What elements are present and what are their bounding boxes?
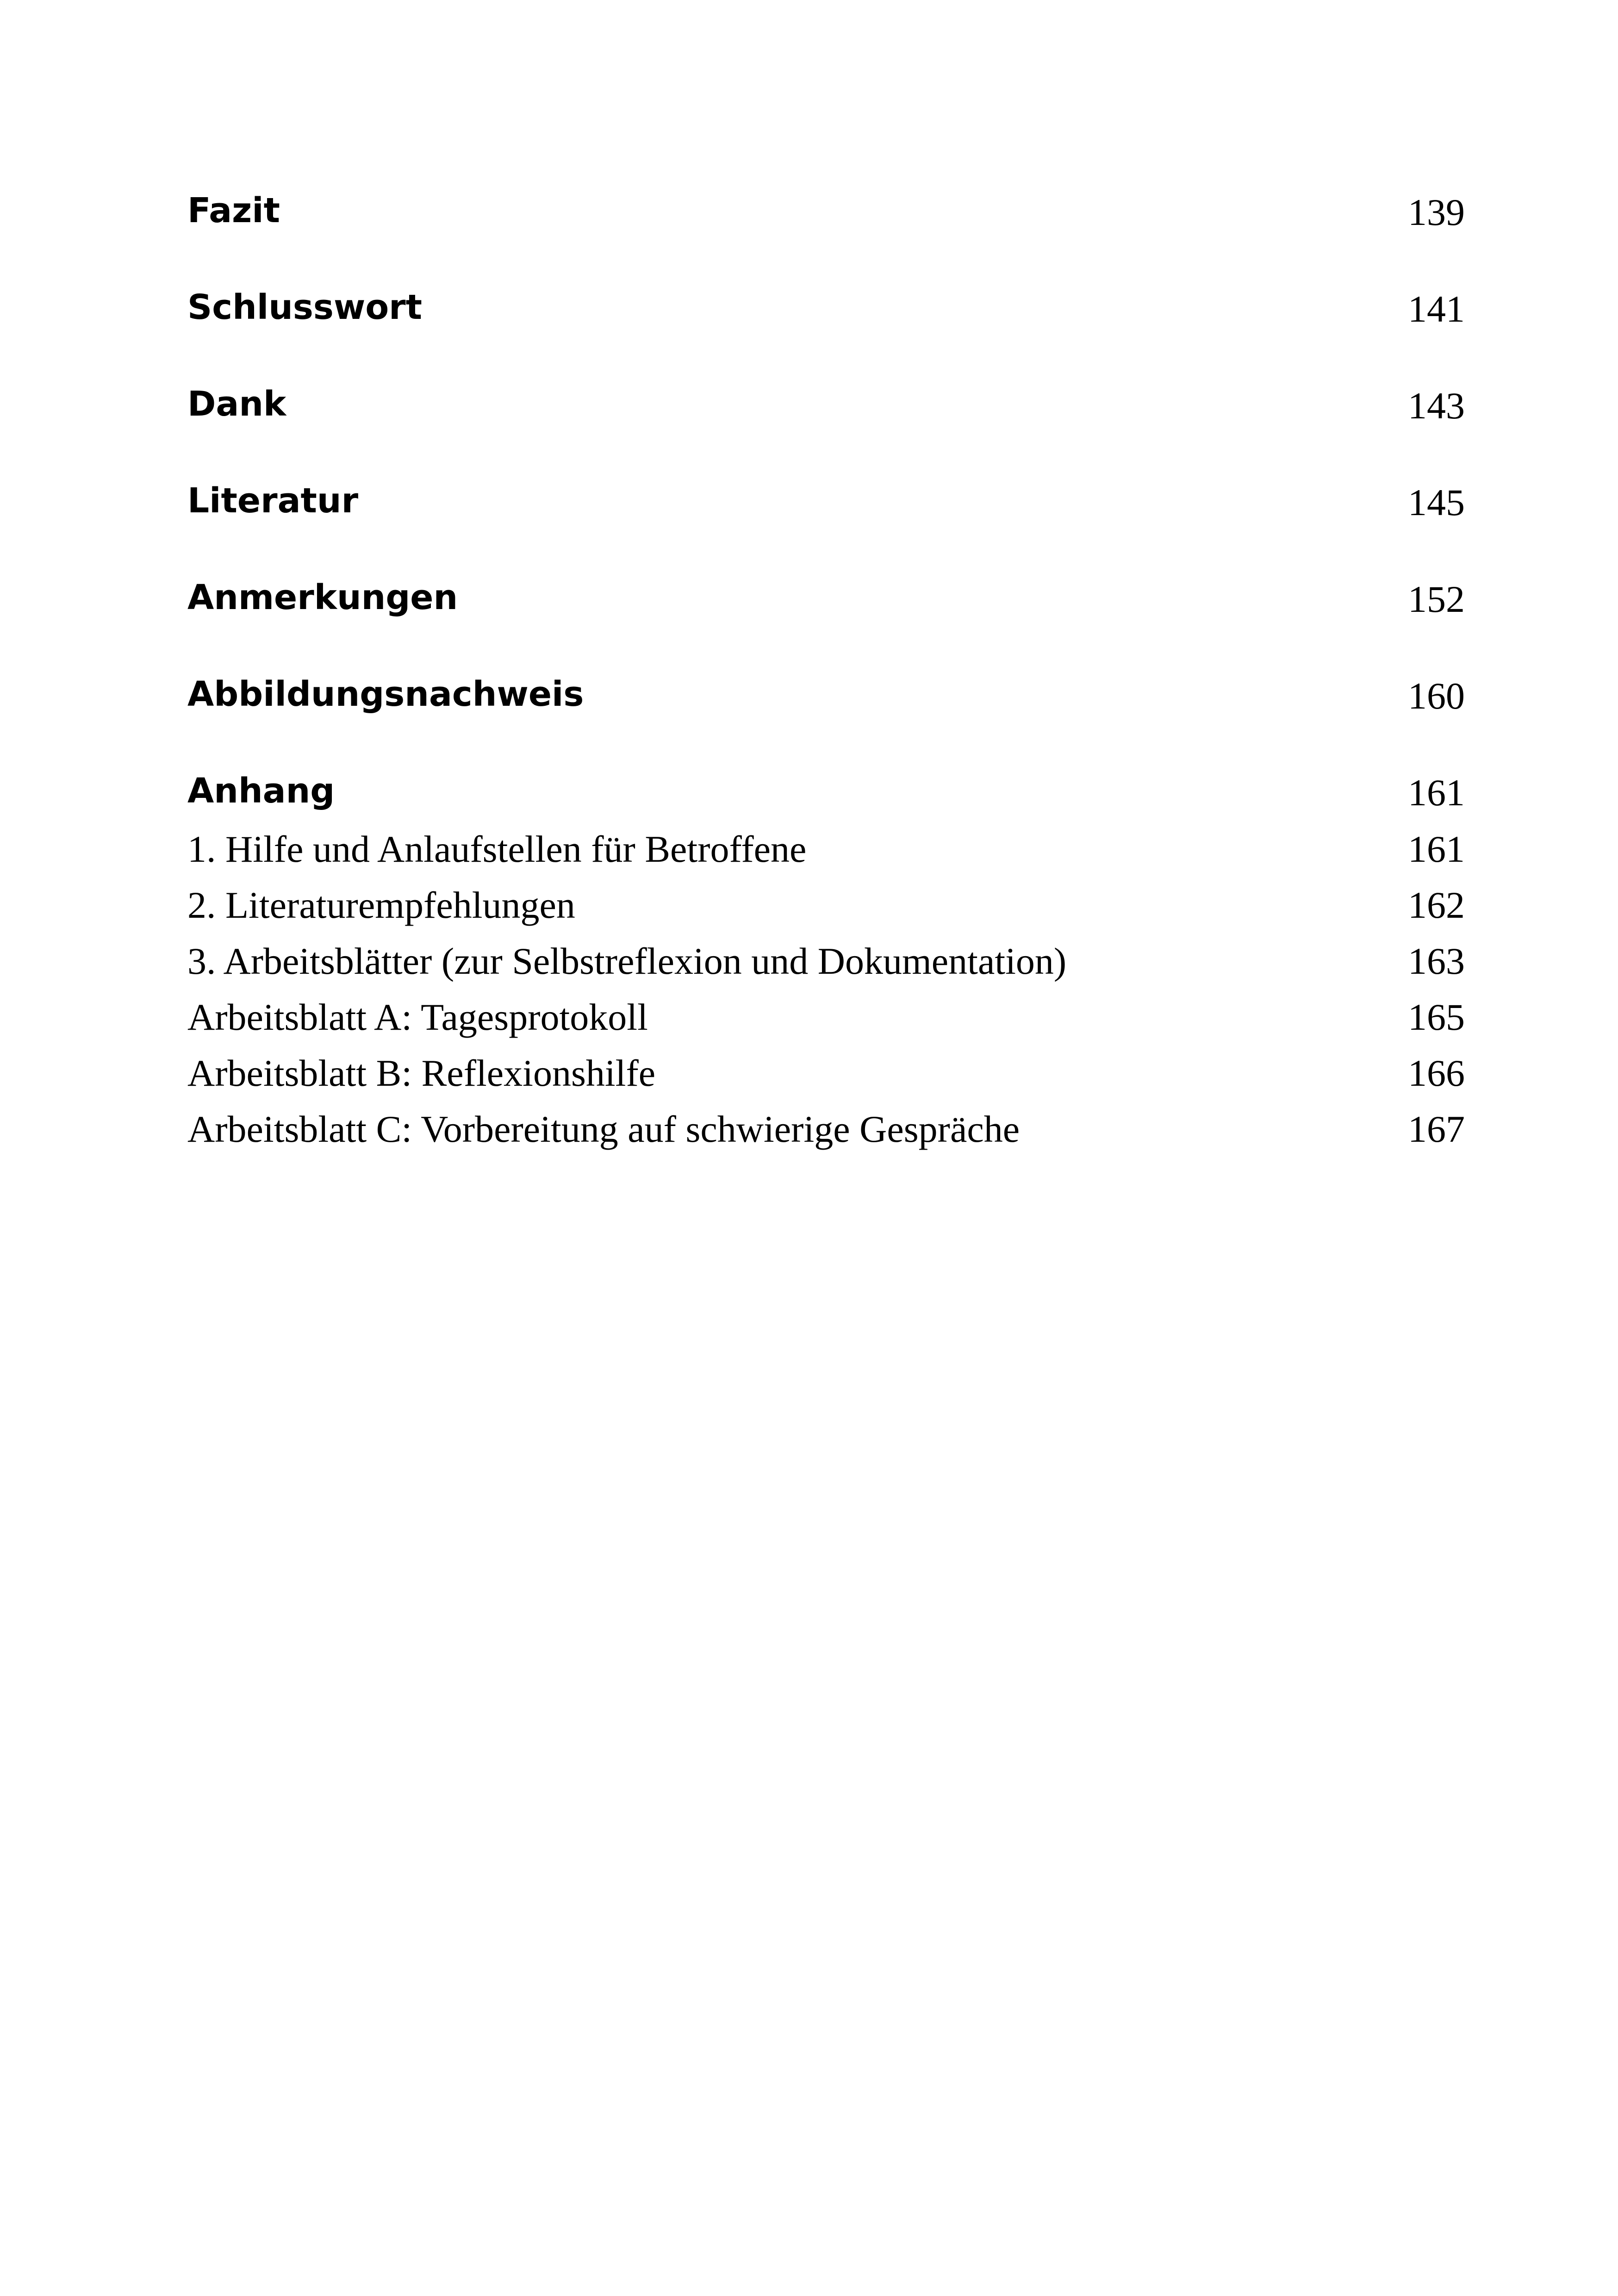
toc-entry-page-number: 167 [1408, 1108, 1465, 1150]
toc-entry-title: Literatur [187, 481, 359, 521]
toc-entry-page-number: 165 [1408, 996, 1465, 1038]
toc-entry-title: Anmerkungen [187, 578, 458, 617]
toc-entry-title: Fazit [187, 191, 280, 230]
toc-entry-page-number: 143 [1408, 385, 1465, 427]
toc-entry-page-number: 162 [1408, 884, 1465, 926]
toc-entry-title: Dank [187, 384, 286, 424]
toc-entry-title: Abbildungsnachweis [187, 674, 584, 714]
toc-entry-page-number: 139 [1408, 191, 1465, 233]
toc-entry-page-number: 152 [1408, 578, 1465, 620]
toc-entry-title: Anhang [187, 771, 335, 811]
toc-entry-title: Schlusswort [187, 287, 423, 327]
toc-entry-title: Arbeitsblatt A: Tagesprotokoll [187, 996, 648, 1038]
toc-entry-title: Arbeitsblatt B: Reflexionshilfe [187, 1052, 656, 1094]
toc-entry-title: 2. Literaturempfehlungen [187, 884, 575, 926]
toc-entry-page-number: 145 [1408, 481, 1465, 523]
toc-entry-title: Arbeitsblatt C: Vorbereitung auf schwierige Gespräche [187, 1108, 1020, 1150]
toc-entry-page-number: 161 [1408, 828, 1465, 870]
toc-entry-page-number: 141 [1408, 288, 1465, 330]
toc-entry-page-number: 166 [1408, 1052, 1465, 1094]
toc-entry-title: 1. Hilfe und Anlaufstellen für Betroffene [187, 828, 807, 870]
toc-entry-title: 3. Arbeitsblätter (zur Selbstreflexion und Dokumentation) [187, 940, 1067, 982]
toc-entry-page-number: 160 [1408, 675, 1465, 717]
toc-entry-page-number: 161 [1408, 772, 1465, 814]
toc-entry-page-number: 163 [1408, 940, 1465, 982]
